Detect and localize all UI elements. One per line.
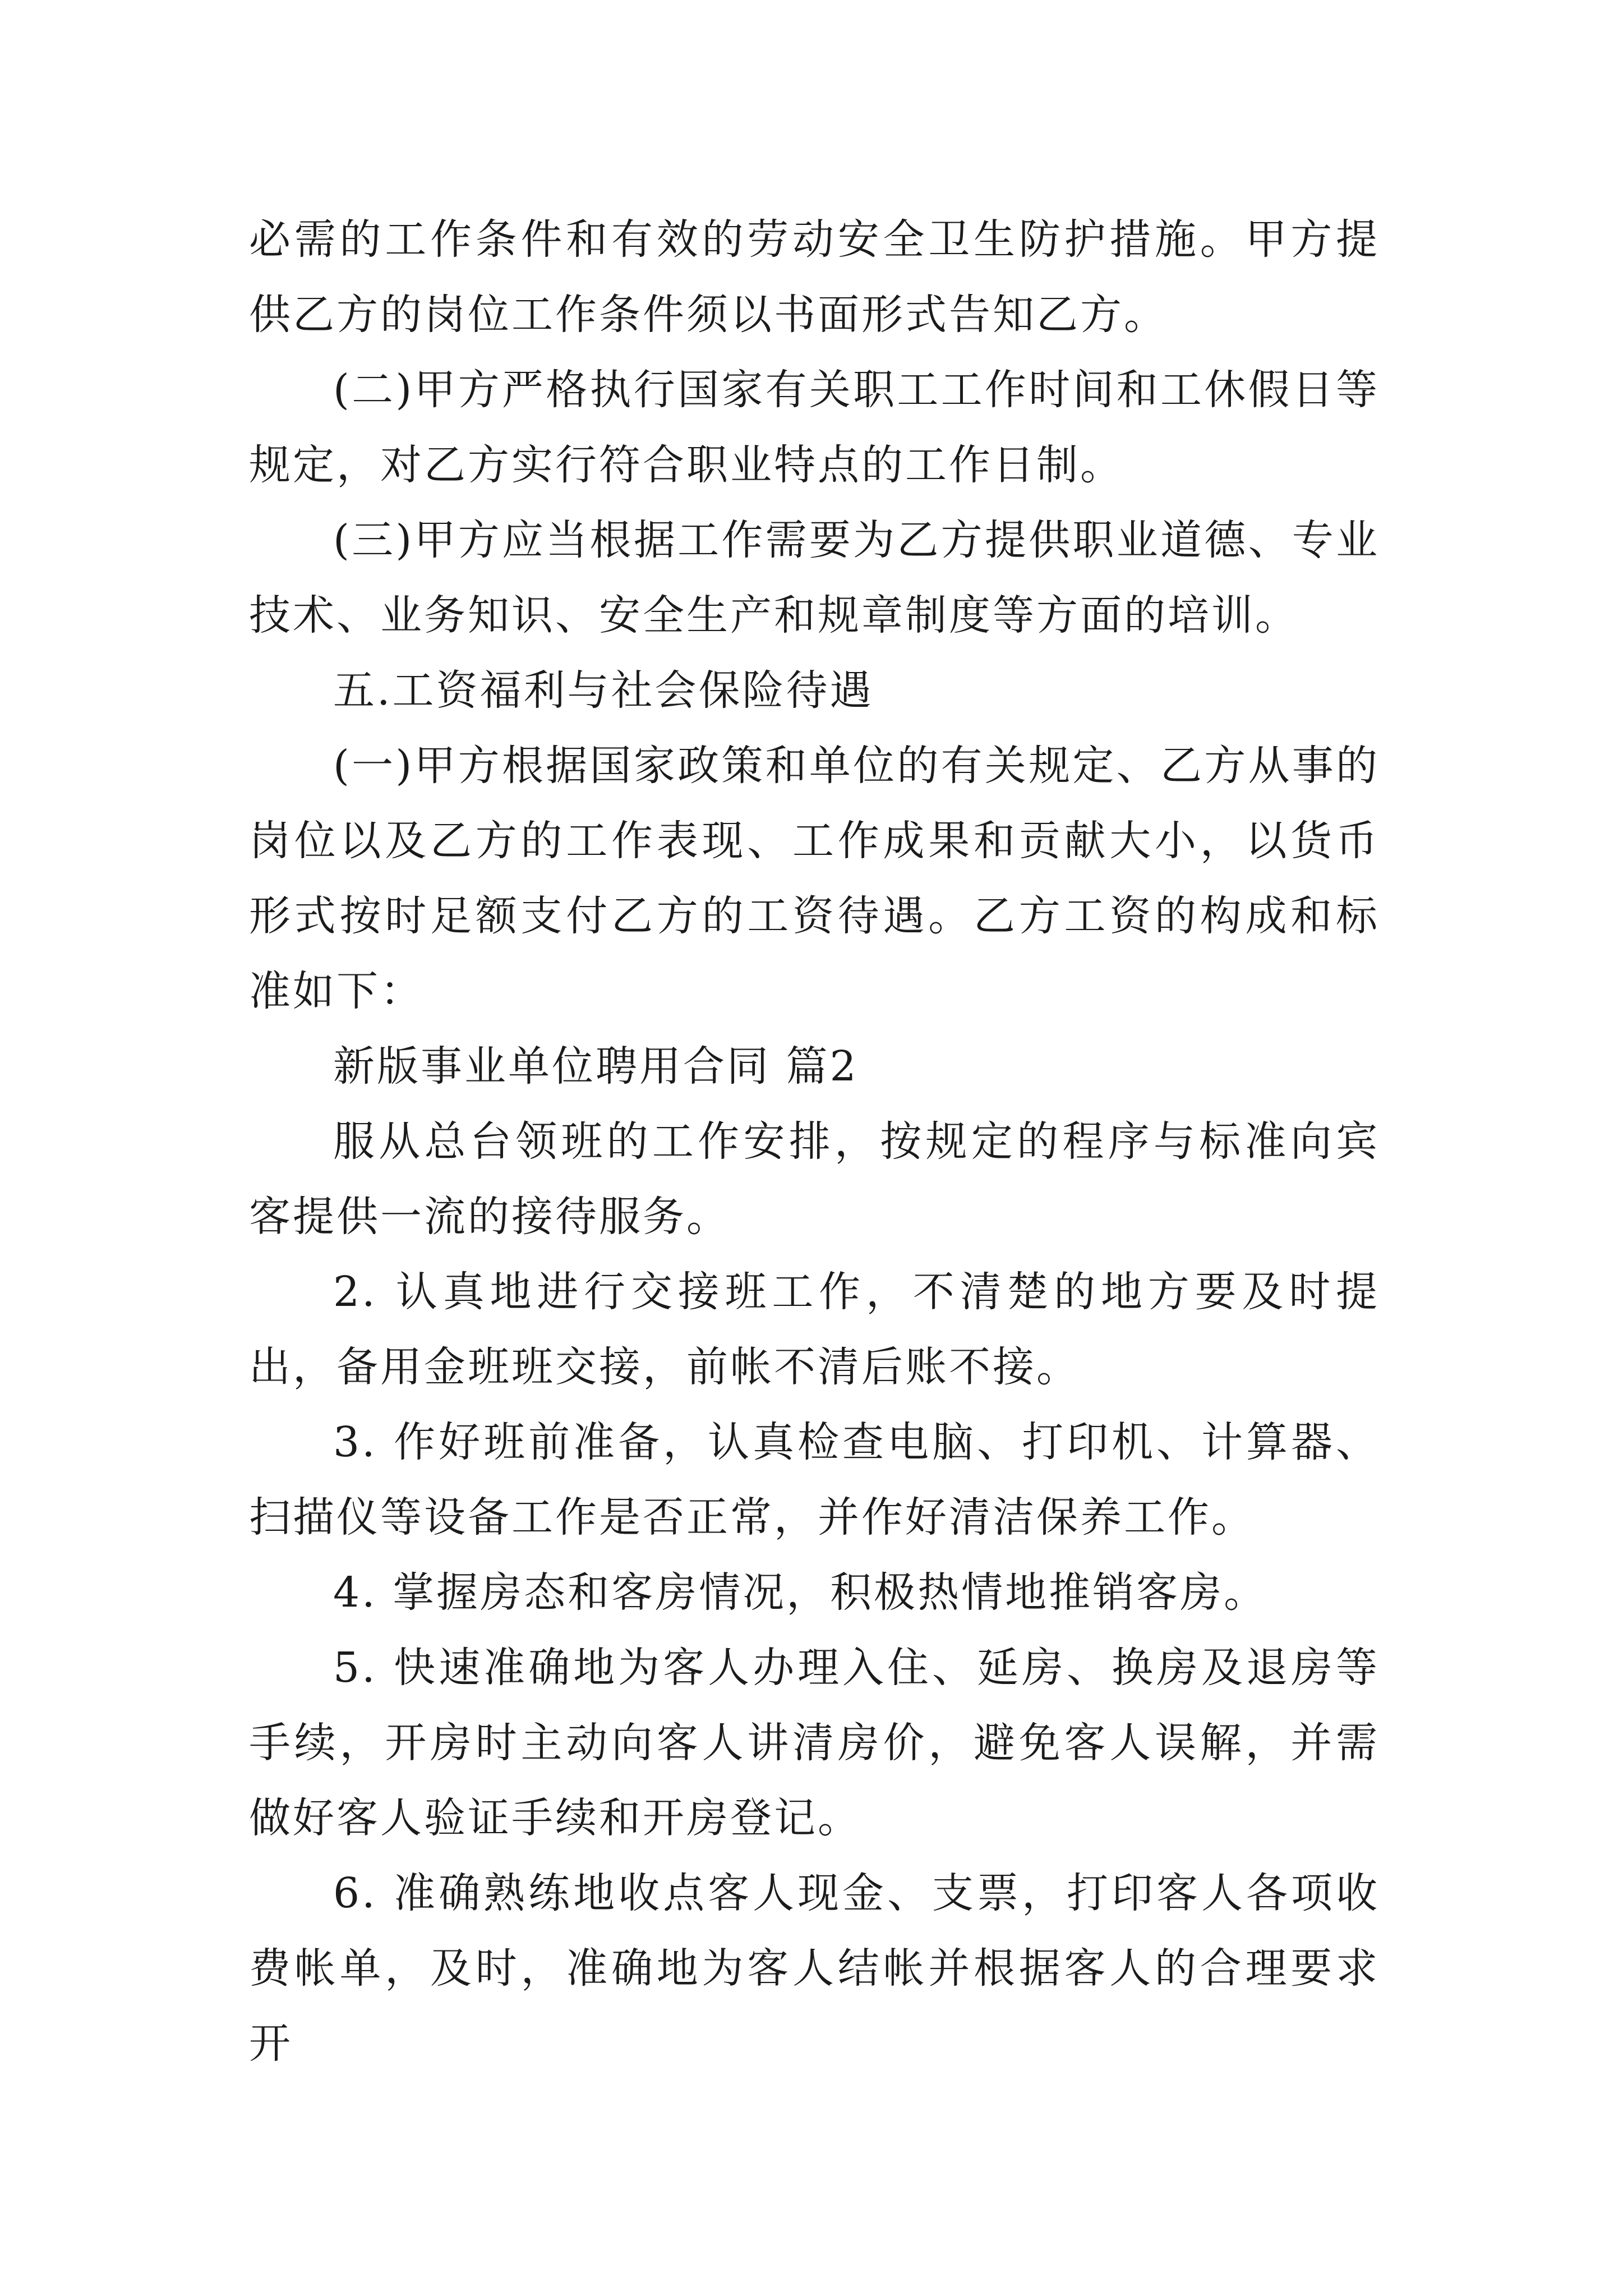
section-heading-part-2: 新版事业单位聘用合同 篇2	[333, 1042, 859, 1091]
paragraph-clause-3: (三)甲方应当根据工作需要为乙方提供职业道德、专业技术、业务知识、安全生产和规章制度等方面的培训。	[249, 516, 1380, 639]
paragraph-clause-2: (二)甲方严格执行国家有关职工工作时间和工休假日等规定，对乙方实行符合职业特点的工作日制。	[249, 366, 1380, 489]
paragraph-duty-5: 5. 快速准确地为客人办理入住、延房、换房及退房等手续，开房时主动向客人讲清房价，避免客人误解，并需做好客人验证手续和开房登记。	[249, 1644, 1380, 1842]
paragraph-duty-4: 4. 掌握房态和客房情况，积极热情地推销客房。	[333, 1568, 1268, 1617]
paragraph-duty-6: 6. 准确熟练地收点客人现金、支票，打印客人各项收费帐单，及时，准确地为客人结帐并根据客人的合理要求开	[249, 1869, 1380, 2068]
paragraph-duty-2: 2. 认真地进行交接班工作，不清楚的地方要及时提出，备用金班班交接，前帐不清后账不接。	[249, 1268, 1380, 1391]
document-body	[249, 202, 1380, 2081]
section-heading-wages: 五.工资福利与社会保险待遇	[333, 666, 874, 715]
paragraph-duty-intro: 服从总台领班的工作安排，按规定的程序与标准向宾客提供一流的接待服务。	[249, 1117, 1380, 1241]
paragraph-wages-clause-1: (一)甲方根据国家政策和单位的有关规定、乙方从事的岗位以及乙方的工作表现、工作成果和贡献大小，以货币形式按时足额支付乙方的工资待遇。乙方工资的构成和标准如下：	[249, 742, 1380, 1015]
paragraph-continuation: 必需的工作条件和有效的劳动安全卫生防护措施。甲方提供乙方的岗位工作条件须以书面形式告知乙方。	[249, 215, 1380, 339]
paragraph-duty-3: 3. 作好班前准备，认真检查电脑、打印机、计算器、扫描仪等设备工作是否正常，并作好清洁保养工作。	[249, 1418, 1380, 1542]
